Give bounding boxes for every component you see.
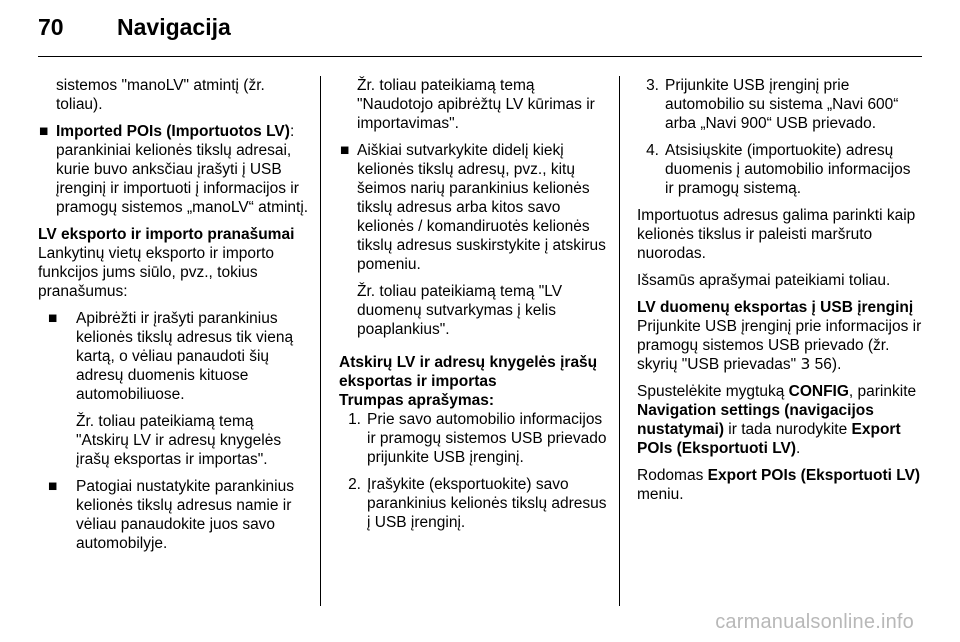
advantage-item-1-text: Apibrėžti ir įrašyti parankinius kelionės tikslų adresus tik vieną kartą, o vėliau panaudoti šių adresų duomenis kituose automobiliuose. [76,310,294,403]
step-3 [637,76,922,133]
advantage-item-1 [48,309,310,404]
step-1-number: 1. [348,411,361,428]
ref-user-defined-pois: Žr. toliau pateikiamą temą "Naudotojo apibrėžtų LV kūrimas ir importavimas". [357,77,595,132]
subheading-short-description: Trumpas aprašymas: [339,392,495,409]
bullet-square-icon: ■ [48,478,58,495]
config-text-d: ir tada nurodykite [724,421,852,438]
export-menu-text-c: meniu. [637,486,684,503]
connect-usb-text-b: 56). [810,356,842,373]
imported-addresses-text: Importuotus adresus galima parinkti kaip kelionės tikslus ir paleisti maršruto nuorodas. [637,207,916,262]
config-instruction-text [637,382,922,458]
step-2-text: Įrašykite (eksportuokite) savo parankinius kelionės tikslų adresus į USB įrenginį. [367,476,607,531]
column-3 [637,76,922,512]
advantage-item-2-text: Patogiai nustatykite parankinius kelionės tikslų adresus namie ir vėliau panaudokite juos savo automobilyje. [76,478,294,552]
page-ref-arrow-icon: 3 [800,355,811,373]
page-title: Navigacija [117,14,231,40]
section-heading-advantages: LV eksporto ir importo pranašumai [38,226,295,243]
bullet-square-icon: ■ [340,142,350,159]
step-3-text: Prijunkite USB įrenginį prie automobilio su sistema „Navi 600“ arba „Navi 900“ USB prievado. [665,77,899,132]
ref-poi-subfolders: Žr. toliau pateikiamą temą "LV duomenų sutvarkymas į kelis poaplankius". [357,283,563,338]
column-divider-1 [320,76,321,606]
connect-usb-text [637,317,922,374]
export-menu-text [637,466,922,504]
imported-pois-label: Imported POIs (Importuotos LV) [56,123,290,140]
connect-usb-text-a: Prijunkite USB įrenginį prie informacijos ir pramogų sistemos USB prievado (žr. skyrių "USB prievadas" [637,318,922,373]
export-menu-text-a: Rodomas [637,467,708,484]
advantage-item-1-ref: Žr. toliau pateikiamą temą "Atskirų LV ir adresų knygelės įrašų eksportas ir importas". [76,413,282,468]
header-rule [38,56,922,57]
step-4 [637,141,922,198]
step-1-text: Prie savo automobilio informacijos ir pramogų sistemos USB prievado prijunkite USB įrenginį. [367,411,607,466]
column-2 [339,76,609,540]
config-button-label: CONFIG [788,383,849,400]
organize-pois-text: Aiškiai sutvarkykite didelį kiekį kelionės tikslų adresų, pvz., kitų šeimos narių parankinius kelionės tikslų adresus arba kitos savo kelionės / komandiruotės kelionės tikslų adresus suskirstykite į atskirus pomeniu. [357,142,606,273]
advantage-item-2 [48,477,310,553]
export-pois-menu-label: Export POIs (Eksportuoti LV) [707,467,921,484]
navigation-settings-label: Navigation settings (navigacijos nustatymai) [637,402,874,438]
config-text-e: . [796,440,801,457]
section-heading-export-usb: LV duomenų eksportas į USB įrenginį [637,299,914,316]
step-4-number: 4. [646,142,659,159]
config-text-a: Spustelėkite mygtuką [637,383,789,400]
page-number: 70 [38,14,64,40]
step-4-text: Atsisiųskite (importuokite) adresų duomenis į automobilio informacijos ir pramogų sistemą. [665,142,911,197]
column-divider-2 [619,76,620,606]
imported-pois-text: : parankiniai kelionės tikslų adresai, kurie buvo anksčiau įrašyti į USB įrenginį ir importuoti į informacijos ir pramogų sistemos „manoLV“ atmintį. [56,123,309,216]
bullet-square-icon: ■ [48,310,58,327]
step-1 [339,410,609,467]
bullet-square-icon: ■ [39,123,49,140]
details-below-text: Išsamūs aprašymai pateikiami toliau. [637,272,891,289]
step-2-number: 2. [348,476,361,493]
section-heading-export-import: Atskirų LV ir adresų knygelės įrašų eksportas ir importas [339,354,598,390]
continued-text: sistemos "manoLV" atmintį (žr. toliau). [56,77,265,113]
advantages-intro: Lankytinų vietų eksporto ir importo funkcijos jums siūlo, pvz., tokius pranašumus: [38,245,275,300]
bullet-imported-pois [38,122,310,217]
step-2 [339,475,609,532]
export-pois-label: Export POIs (Eksportuoti LV) [637,421,901,457]
config-text-c: , parinkite [848,383,917,400]
bullet-organize-pois [339,141,609,274]
step-3-number: 3. [646,77,659,94]
watermark: carmanualsonline.info [715,611,914,633]
column-1 [38,76,310,561]
